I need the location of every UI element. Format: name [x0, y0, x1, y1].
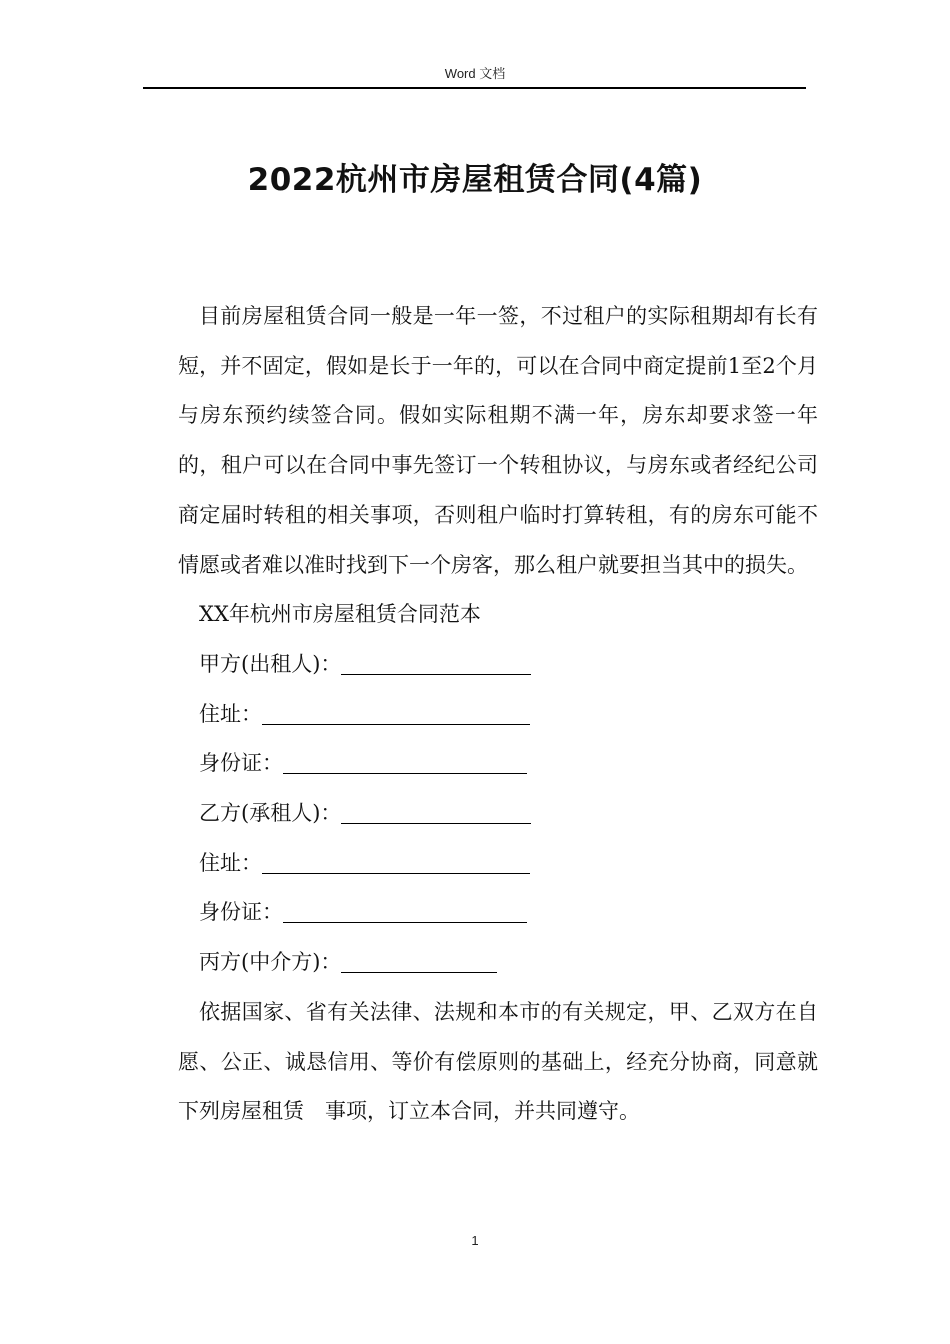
- party-field-landlord: [178, 640, 818, 690]
- template-heading: XX年杭州市房屋租赁合同范本: [199, 602, 481, 627]
- party-field-agent: [178, 938, 818, 988]
- fill-in-blank[interactable]: [341, 801, 531, 824]
- page-header: Word 文档: [444, 66, 506, 81]
- page-number: 1: [471, 1233, 479, 1248]
- header-divider: [143, 87, 806, 89]
- fill-in-blank[interactable]: [341, 950, 497, 973]
- field-label: 身份证：: [199, 900, 283, 925]
- field-label: 丙方(中介方)：: [199, 950, 342, 975]
- closing-paragraph: 依据国家、省有关法律、法规和本市的有关规定，甲、乙双方在自愿、公正、诚恳信用、等价有偿原则的基础上，经充分协商，同意就下列房屋租赁 事项，订立本合同，并共同遵守。: [178, 999, 818, 1124]
- fill-in-blank[interactable]: [262, 851, 530, 874]
- field-label: 住址：: [199, 701, 262, 726]
- party-field-landlord-id: [178, 739, 818, 789]
- fill-in-blank[interactable]: [283, 900, 527, 923]
- party-field-tenant: [178, 789, 818, 839]
- field-label: 甲方(出租人)：: [199, 651, 342, 676]
- field-label: 住址：: [199, 850, 262, 875]
- fill-in-blank[interactable]: [341, 652, 531, 675]
- party-field-tenant-address: [178, 839, 818, 889]
- intro-paragraph: 目前房屋租赁合同一般是一年一签，不过租户的实际租期却有长有短，并不固定，假如是长于一年的，可以在合同中商定提前1至2个月与房东预约续签合同。假如实际租期不满一年，房东却要求签一年的，租户可以在合同中事先签订一个转租协议，与房东或者经纪公司商定届时转租的相关事项，否则租户临时打算转租，有的房东可能不情愿或者难以准时找到下一个房客，那么租户就要担当其中的损失。: [178, 304, 818, 577]
- party-field-tenant-id: [178, 888, 818, 938]
- fill-in-blank[interactable]: [262, 702, 530, 725]
- document-title: 2022杭州市房屋租赁合同(4篇): [247, 162, 703, 198]
- field-label: 身份证：: [199, 751, 283, 776]
- party-field-landlord-address: [178, 690, 818, 740]
- field-label: 乙方(承租人)：: [199, 801, 342, 826]
- document-body: [178, 292, 818, 1137]
- fill-in-blank[interactable]: [283, 751, 527, 774]
